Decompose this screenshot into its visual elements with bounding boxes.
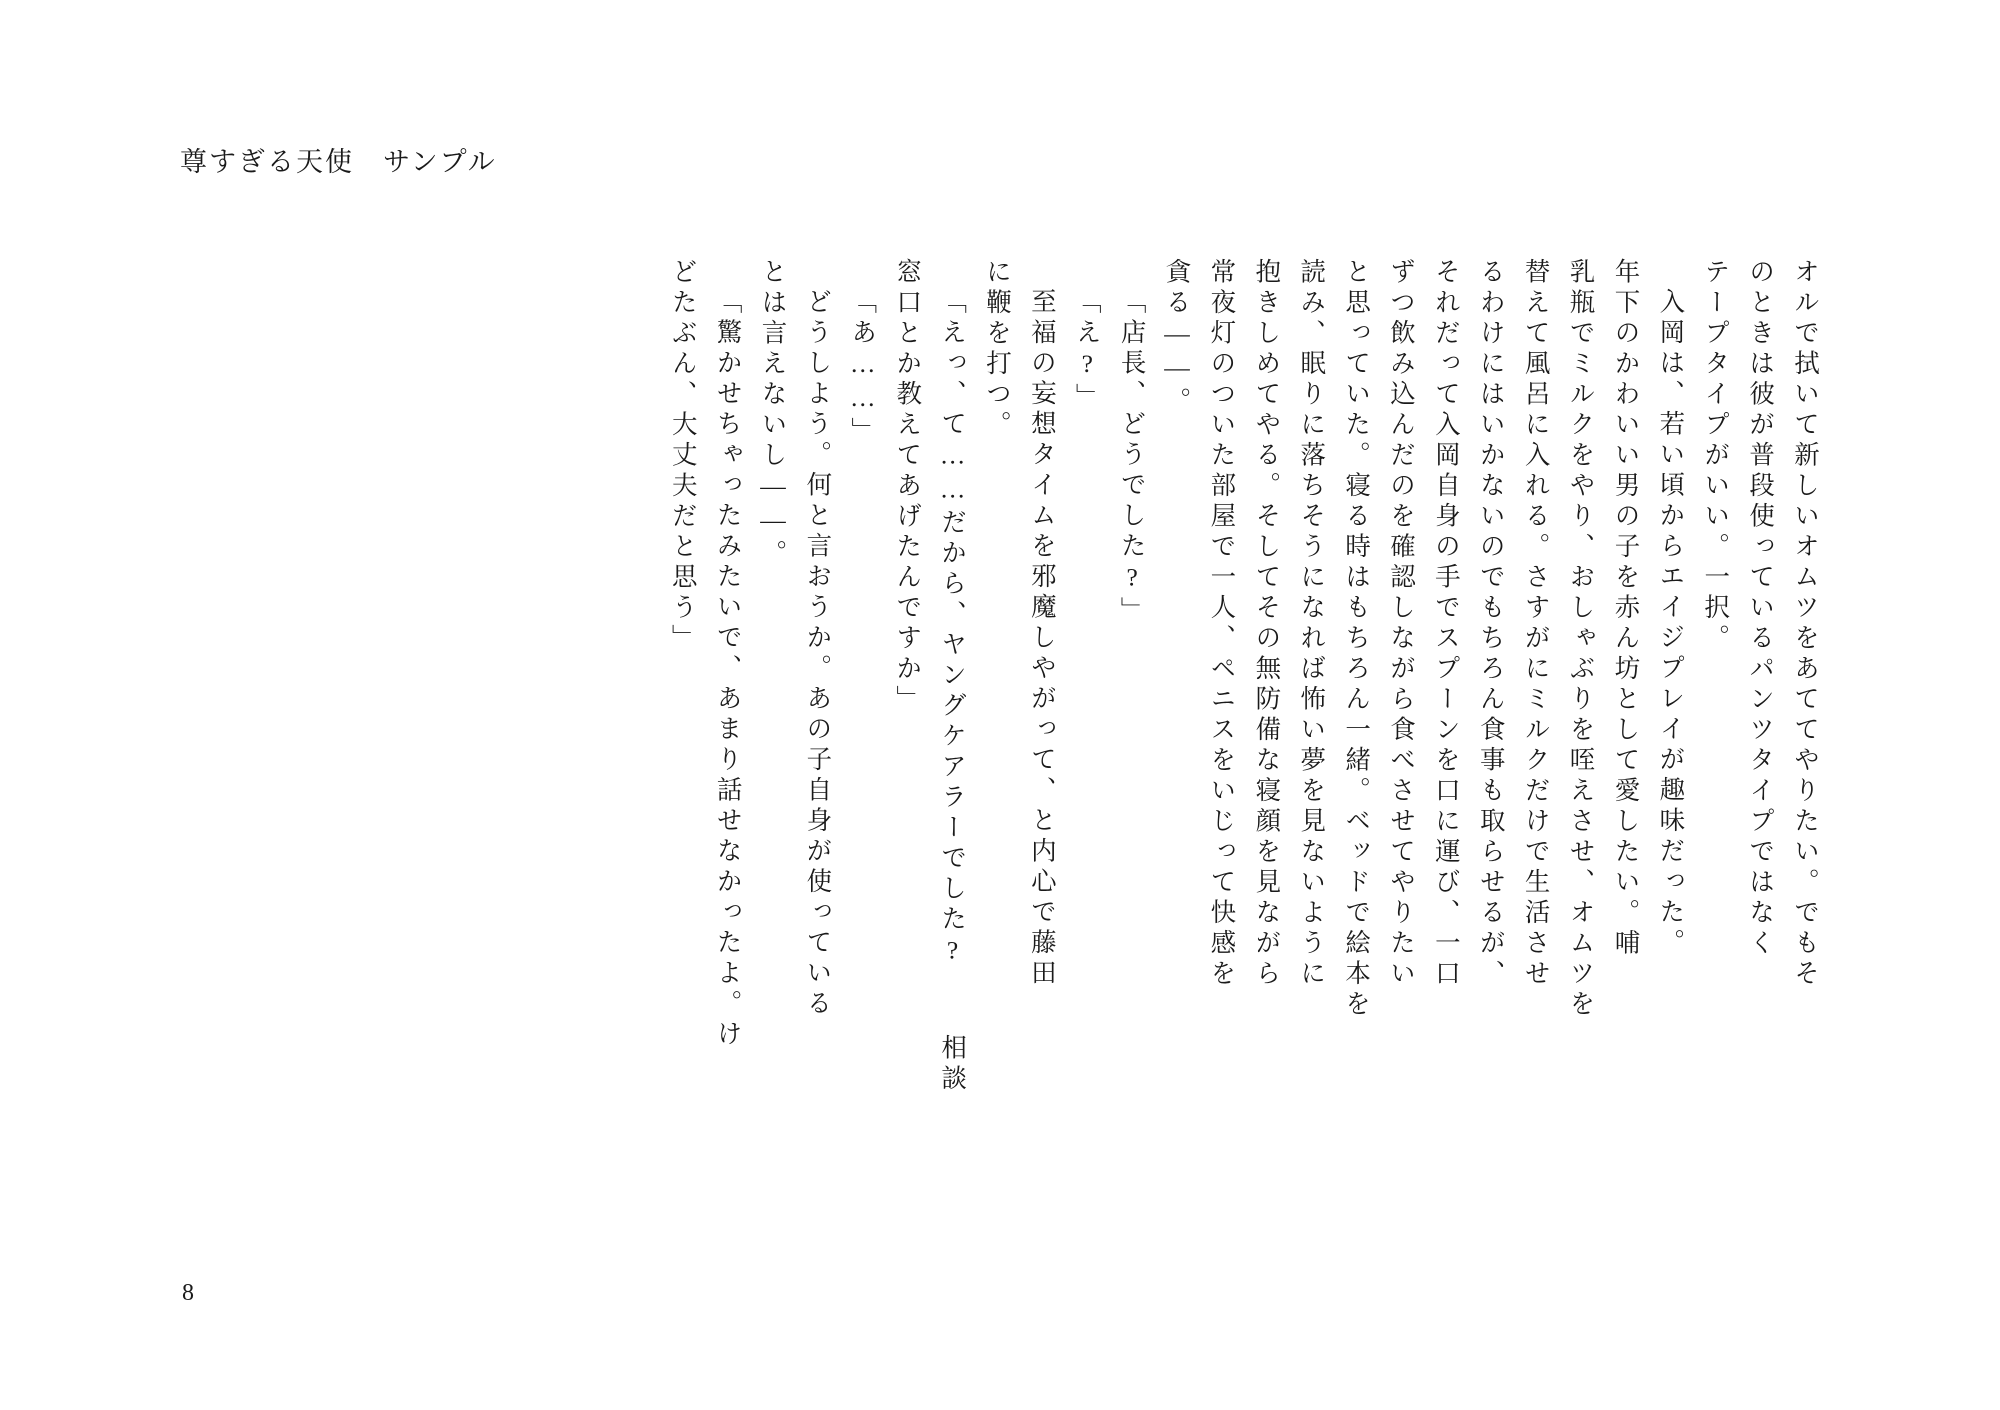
text-column: るわけにはいかないのでもちろん食事も取らせるが、	[1476, 258, 1506, 990]
page-header: 尊すぎる天使 サンプル	[180, 147, 497, 177]
text-column: に鞭を打つ。	[982, 258, 1012, 441]
text-column: 乳瓶でミルクをやり、おしゃぶりを咥えさせ、オムツを	[1566, 258, 1596, 1021]
text-column: のときは彼が普段使っているパンツタイプではなく	[1746, 258, 1776, 960]
text-column: それだって入岡自身の手でスプーンを口に運び、一口	[1431, 258, 1461, 990]
vertical-text-body	[218, 258, 1818, 1218]
text-column: 至福の妄想タイムを邪魔しやがって、と内心で藤田	[1027, 288, 1057, 990]
page-number: 8	[182, 1280, 194, 1306]
text-column: 窓口とか教えてあげたんですか」	[893, 258, 923, 716]
text-column: とは言えないし——。	[758, 258, 788, 570]
text-column: 「店長、どうでした?」	[1117, 288, 1147, 627]
text-column: ずつ飲み込んだのを確認しながら食べさせてやりたい	[1386, 258, 1416, 990]
text-column: 貪る——。	[1162, 258, 1192, 418]
text-column: 抱きしめてやる。そしてその無防備な寝顔を見ながら	[1252, 258, 1282, 990]
text-column: 「え?」	[1072, 288, 1102, 414]
text-column: 「あ……」	[848, 288, 878, 448]
text-column: 「驚かせちゃったみたいで、あまり話せなかったよ。け	[713, 288, 743, 1051]
text-column: 常夜灯のついた部屋で一人、ペニスをいじって快感を	[1207, 258, 1237, 990]
text-column: 入岡は、若い頃からエイジプレイが趣味だった。	[1656, 288, 1686, 959]
text-column: どたぶん、大丈夫だと思う」	[668, 258, 698, 655]
text-column: 「えっ、て……だから、ヤングケアラーでした? 相談	[938, 288, 968, 1095]
text-column: オルで拭いて新しいオムツをあててやりたい。でもそ	[1791, 258, 1820, 990]
text-column: どうしよう。何と言おうか。あの子自身が使っている	[803, 288, 833, 1020]
text-column: テープタイプがいい。一択。	[1701, 258, 1731, 655]
text-column: と思っていた。寝る時はもちろん一緒。ベッドで絵本を	[1342, 258, 1372, 1021]
text-column: 読み、眠りに落ちそうになれば怖い夢を見ないように	[1297, 258, 1327, 990]
text-column: 替えて風呂に入れる。さすがにミルクだけで生活させ	[1521, 258, 1551, 990]
text-column: 年下のかわいい男の子を赤ん坊として愛したい。哺	[1611, 258, 1641, 960]
